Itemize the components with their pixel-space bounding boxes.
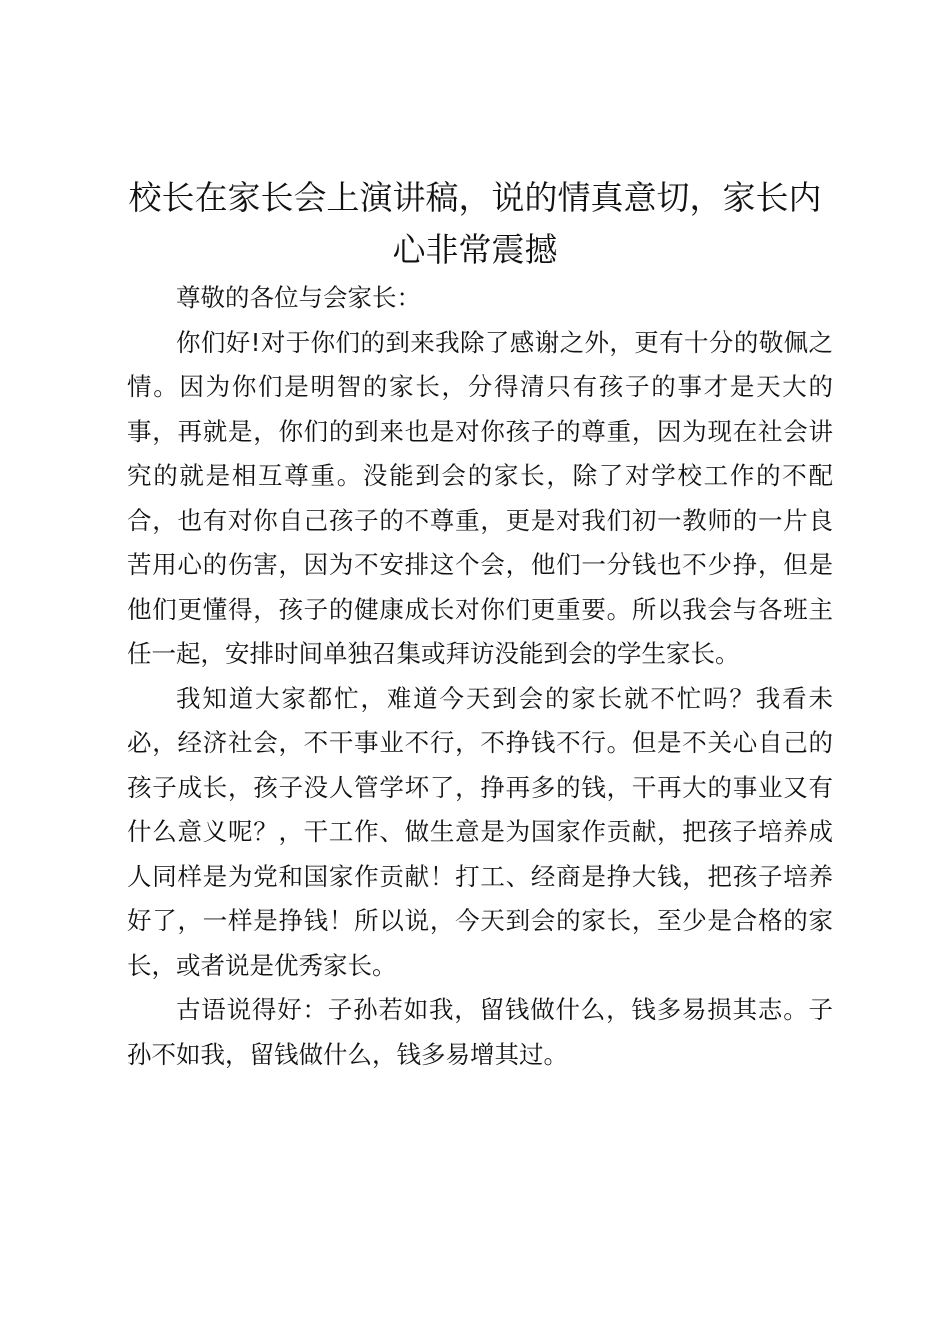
paragraph-proverb: 古语说得好：子孙若如我，留钱做什么，钱多易损其志。子孙不如我，留钱做什么，钱多易增其过。 [127,995,833,1069]
document-title: 校长在家长会上演讲稿，说的情真意切，家长内心非常震撼 [128,178,822,269]
paragraph-greeting: 尊敬的各位与会家长： [176,283,421,312]
paragraph-thanks: 你们好!对于你们的到来我除了感谢之外，更有十分的敬佩之情。因为你们是明智的家长，分得清只有孩子的事才是天大的事，再就是，你们的到来也是对你孩子的尊重，因为现在社会讲究的就是相互尊重。没能到会的家长，除了对学校工作的不配合，也有对你自己孩子的不尊重，更是对我们初一教师的一片良苦用心的伤害，因为不安排这个会，他们一分钱也不少挣，但是他们更懂得，孩子的健康成长对你们更重要。所以我会与各班主任一起，安排时间单独召集或拜访没能到会的学生家长。 [127,327,833,668]
document-body [127,276,833,1077]
paragraph-busy-parents: 我知道大家都忙，难道今天到会的家长就不忙吗？我看未必，经济社会，不干事业不行，不挣钱不行。但是不关心自己的孩子成长，孩子没人管学坏了，挣再多的钱，干再大的事业又有什么意义呢？，干工作、做生意是为国家作贡献，把孩子培养成人同样是为党和国家作贡献！打工、经商是挣大钱，把孩子培养好了，一样是挣钱！所以说，今天到会的家长，至少是合格的家长，或者说是优秀家长。 [127,683,833,980]
